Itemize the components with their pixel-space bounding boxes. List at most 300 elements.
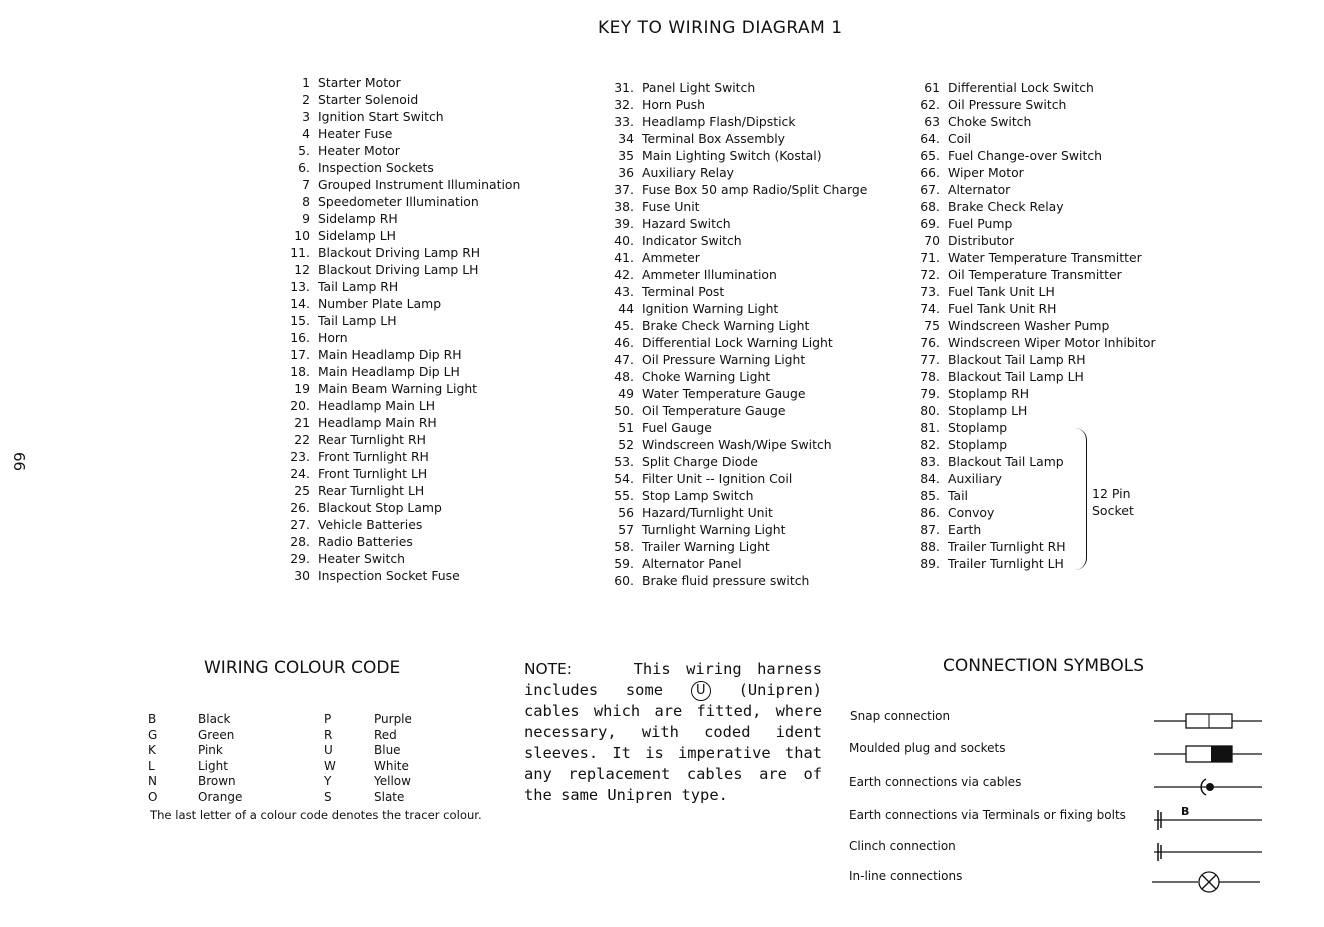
key-item: [286, 397, 520, 414]
key-item-number: 82.: [920, 437, 940, 452]
key-item: [916, 198, 1156, 215]
key-item: [286, 550, 520, 567]
key-item: [610, 198, 867, 215]
key-item-number: 74.: [920, 301, 940, 316]
colour-name: Brown: [198, 774, 236, 788]
key-item-number: 71.: [920, 250, 940, 265]
key-item-number: 70: [924, 233, 940, 248]
key-item-number: 47.: [614, 352, 634, 367]
colour-code-row: [324, 728, 500, 744]
key-item-label: Blackout Stop Lamp: [318, 500, 442, 515]
key-item: [916, 351, 1156, 368]
colour-name: Black: [198, 712, 231, 726]
key-item-label: Stoplamp LH: [948, 403, 1028, 418]
colour-name: Blue: [374, 743, 401, 757]
key-item: [286, 363, 520, 380]
key-item: [610, 572, 867, 589]
key-item-number: 60.: [614, 573, 634, 588]
key-item: [916, 164, 1156, 181]
colour-letter: P: [324, 712, 332, 726]
key-item: [916, 385, 1156, 402]
colour-letter: S: [324, 789, 332, 804]
key-item-number: 2: [302, 92, 310, 107]
key-item-label: Main Beam Warning Light: [318, 381, 478, 396]
key-item: [610, 487, 867, 504]
key-item-label: Trailer Turnlight LH: [948, 556, 1064, 571]
key-item-label: Blackout Tail Lamp: [948, 454, 1064, 469]
key-item: [610, 351, 867, 368]
colour-name: Yellow: [374, 774, 411, 788]
key-item: [610, 249, 867, 266]
colour-letter: W: [324, 758, 336, 773]
key-item: [916, 419, 1156, 436]
key-item-number: 14.: [290, 296, 310, 311]
key-item: [610, 79, 867, 96]
key-item: [286, 261, 520, 278]
key-item-number: 67.: [920, 182, 940, 197]
key-item-label: Heater Switch: [318, 551, 406, 566]
key-item-number: 11.: [290, 245, 310, 260]
colour-letter: L: [148, 758, 155, 773]
key-item-number: 35: [618, 148, 634, 163]
key-item: [286, 295, 520, 312]
key-item-label: Front Turnlight RH: [318, 449, 429, 464]
key-item-number: 59.: [614, 556, 634, 571]
key-item: [286, 193, 520, 210]
key-item-label: Main Headlamp Dip RH: [318, 347, 462, 362]
key-item-number: 56: [618, 505, 634, 520]
key-item-number: 17.: [290, 347, 310, 362]
earth-cables-label: Earth connections via cables: [849, 775, 1022, 789]
key-item-number: 21: [294, 415, 310, 430]
key-item-label: Hazard Switch: [642, 216, 731, 231]
key-item: [916, 368, 1156, 385]
pin-socket-line1: 12 Pin: [1092, 486, 1131, 501]
key-item-label: Coil: [948, 131, 972, 146]
key-item: [610, 538, 867, 555]
colour-code-row: [148, 743, 324, 759]
earth-terminal-mark: B: [1181, 805, 1190, 818]
key-item-number: 30: [294, 568, 310, 583]
colour-letter: R: [324, 727, 333, 742]
key-item-number: 8: [302, 194, 310, 209]
key-item-label: Heater Fuse: [318, 126, 393, 141]
key-item-label: Horn Push: [642, 97, 705, 112]
key-item-number: 76.: [920, 335, 940, 350]
key-item-label: Panel Light Switch: [642, 80, 756, 95]
key-item-label: Stop Lamp Switch: [642, 488, 754, 503]
key-item-label: Starter Solenoid: [318, 92, 419, 107]
key-item-label: Horn: [318, 330, 348, 345]
colour-letter: O: [148, 789, 158, 804]
key-item-label: Filter Unit -- Ignition Coil: [642, 471, 793, 486]
key-item-label: Stoplamp: [948, 437, 1008, 452]
key-item-number: 26.: [290, 500, 310, 515]
key-item-label: Tail Lamp RH: [318, 279, 399, 294]
key-item-number: 52: [618, 437, 634, 452]
key-item-number: 41.: [614, 250, 634, 265]
colour-code-row: [148, 712, 324, 728]
key-item-label: Main Lighting Switch (Kostal): [642, 148, 822, 163]
inline-connection-label: In-line connections: [849, 869, 963, 883]
key-item-number: 63: [924, 114, 940, 129]
key-item: [610, 334, 867, 351]
key-item-number: 69.: [920, 216, 940, 231]
key-item: [610, 317, 867, 334]
earth-terminal-icon: [1150, 806, 1265, 830]
key-item-number: 78.: [920, 369, 940, 384]
key-item: [286, 108, 520, 125]
key-item-label: Distributor: [948, 233, 1015, 248]
key-item-number: 34: [618, 131, 634, 146]
key-item: [916, 249, 1156, 266]
key-item-number: 37.: [614, 182, 634, 197]
snap-connection-label: Snap connection: [850, 709, 951, 723]
key-item-number: 68.: [920, 199, 940, 214]
key-item-number: 64.: [920, 131, 940, 146]
key-item-number: 89.: [920, 556, 940, 571]
colour-letter: G: [148, 727, 158, 742]
page-title: KEY TO WIRING DIAGRAM 1: [598, 18, 843, 38]
key-item: [610, 232, 867, 249]
note-heading: NOTE:: [524, 660, 572, 678]
key-item: [916, 283, 1156, 300]
colour-name: Light: [198, 758, 228, 773]
key-item-number: 33.: [614, 114, 634, 129]
key-item-label: Trailer Turnlight RH: [948, 539, 1066, 554]
key-item-number: 86.: [920, 505, 940, 520]
earth-cable-icon: [1150, 775, 1265, 799]
key-item-number: 22: [294, 432, 310, 447]
key-item-number: 10: [294, 228, 310, 243]
key-item-label: Fuel Change-over Switch: [948, 148, 1102, 163]
pin-socket-label: [1092, 485, 1134, 519]
clinch-connection-label: Clinch connection: [849, 839, 956, 853]
key-item-number: 9: [302, 211, 310, 226]
key-item-label: Headlamp Main LH: [318, 398, 436, 413]
colour-code-row: [148, 759, 324, 775]
key-item: [610, 402, 867, 419]
key-item-label: Ignition Warning Light: [642, 301, 779, 316]
key-item: [610, 436, 867, 453]
key-item: [610, 419, 867, 436]
key-item-label: Convoy: [948, 505, 995, 520]
key-item-label: Blackout Tail Lamp RH: [948, 352, 1086, 367]
wiring-colour-code-title: WIRING COLOUR CODE: [204, 658, 401, 678]
colour-letter: Y: [324, 774, 332, 788]
key-item-number: 87.: [920, 522, 940, 537]
earth-terminals-label: Earth connections via Terminals or fixing bolts: [849, 808, 1126, 822]
key-item-number: 40.: [614, 233, 634, 248]
key-item: [916, 402, 1156, 419]
key-item-label: Windscreen Wash/Wipe Switch: [642, 437, 832, 452]
key-item-label: Alternator: [948, 182, 1011, 197]
key-item-number: 44: [618, 301, 634, 316]
key-item-number: 65.: [920, 148, 940, 163]
key-item: [610, 470, 867, 487]
key-item-label: Number Plate Lamp: [318, 296, 442, 311]
key-item-label: Fuse Box 50 amp Radio/Split Charge: [642, 182, 868, 197]
key-item-label: Front Turnlight LH: [318, 466, 428, 481]
key-item: [610, 96, 867, 113]
key-item-number: 25: [294, 483, 310, 498]
key-item: [286, 448, 520, 465]
key-item-number: 18.: [290, 364, 310, 379]
key-item: [286, 244, 520, 261]
snap-connection-icon: [1150, 710, 1265, 734]
key-item: [286, 278, 520, 295]
key-item-number: 48.: [614, 369, 634, 384]
key-item-number: 81.: [920, 420, 940, 435]
colour-code-row: [324, 743, 500, 759]
key-item: [286, 329, 520, 346]
colour-code-row: [148, 774, 324, 790]
key-item: [286, 567, 520, 584]
key-item: [916, 113, 1156, 130]
key-item-label: Tail Lamp LH: [318, 313, 397, 328]
key-item-label: Brake Check Warning Light: [642, 318, 810, 333]
inline-connection-icon: [1150, 869, 1265, 895]
key-item-label: Stoplamp RH: [948, 386, 1030, 401]
key-item: [286, 159, 520, 176]
key-item-number: 29.: [290, 551, 310, 566]
colour-code-row: [148, 790, 324, 806]
key-item-number: 50.: [614, 403, 634, 418]
key-item-number: 3: [302, 109, 310, 124]
key-item-number: 38.: [614, 199, 634, 214]
unipren-symbol-icon: U: [691, 681, 711, 701]
key-item-label: Inspection Sockets: [318, 160, 434, 175]
key-item: [916, 130, 1156, 147]
key-item-number: 32.: [614, 97, 634, 112]
key-item: [286, 482, 520, 499]
key-item-label: Water Temperature Gauge: [642, 386, 806, 401]
key-item: [610, 300, 867, 317]
key-item-number: 23.: [290, 449, 310, 464]
key-item: [610, 521, 867, 538]
key-item-label: Fuel Tank Unit LH: [948, 284, 1055, 299]
key-item-number: 6.: [298, 160, 310, 175]
key-item-label: Blackout Driving Lamp RH: [318, 245, 481, 260]
key-item-number: 20.: [290, 398, 310, 413]
key-item-number: 19: [294, 381, 310, 396]
key-item-label: Sidelamp RH: [318, 211, 398, 226]
key-item-label: Fuel Gauge: [642, 420, 712, 435]
key-item: [610, 266, 867, 283]
key-item-label: Oil Pressure Warning Light: [642, 352, 806, 367]
key-item: [610, 283, 867, 300]
key-item: [286, 142, 520, 159]
colour-code-row: [148, 728, 324, 744]
key-item-label: Split Charge Diode: [642, 454, 758, 469]
colour-letter: U: [324, 743, 333, 757]
key-item-label: Choke Switch: [948, 114, 1032, 129]
colour-name: Slate: [374, 789, 405, 804]
key-item-label: Terminal Box Assembly: [642, 131, 785, 146]
key-item-label: Windscreen Wiper Motor Inhibitor: [948, 335, 1156, 350]
key-item: [286, 516, 520, 533]
key-item-label: Headlamp Flash/Dipstick: [642, 114, 796, 129]
key-item: [286, 227, 520, 244]
key-item-number: 5.: [298, 143, 310, 158]
key-item-number: 46.: [614, 335, 634, 350]
key-item-number: 85.: [920, 488, 940, 503]
key-item: [916, 317, 1156, 334]
key-item-label: Heater Motor: [318, 143, 400, 158]
key-item-label: Trailer Warning Light: [642, 539, 770, 554]
key-item: [610, 504, 867, 521]
key-item-number: 53.: [614, 454, 634, 469]
key-item-label: Ammeter Illumination: [642, 267, 777, 282]
key-item-number: 51: [618, 420, 634, 435]
key-item: [286, 380, 520, 397]
key-item: [916, 147, 1156, 164]
key-item-label: Brake fluid pressure switch: [642, 573, 810, 588]
key-item-number: 15.: [290, 313, 310, 328]
key-item: [916, 300, 1156, 317]
key-item-number: 16.: [290, 330, 310, 345]
key-item: [286, 312, 520, 329]
key-item-number: 39.: [614, 216, 634, 231]
colour-name: Purple: [374, 712, 412, 726]
key-item: [916, 436, 1156, 453]
key-item-label: Radio Batteries: [318, 534, 413, 549]
key-item-number: 84.: [920, 471, 940, 486]
colour-code-row: [324, 759, 500, 775]
key-item-number: 77.: [920, 352, 940, 367]
key-item-label: Tail: [948, 488, 968, 503]
colour-name: White: [374, 758, 409, 773]
key-item: [286, 431, 520, 448]
pin-socket-brace: [1072, 428, 1087, 570]
key-item: [916, 521, 1156, 538]
colour-letter: B: [148, 712, 157, 726]
key-item-label: Auxiliary: [948, 471, 1003, 486]
key-item-number: 45.: [614, 318, 634, 333]
colour-name: Red: [374, 727, 397, 742]
key-item-label: Turnlight Warning Light: [642, 522, 786, 537]
key-item-number: 58.: [614, 539, 634, 554]
key-item: [610, 555, 867, 572]
key-item-label: Ammeter: [642, 250, 700, 265]
key-item-number: 13.: [290, 279, 310, 294]
key-item: [286, 176, 520, 193]
key-item-label: Blackout Driving Lamp LH: [318, 262, 479, 277]
key-item: [286, 210, 520, 227]
key-item-label: Starter Motor: [318, 75, 401, 90]
key-item-label: Main Headlamp Dip LH: [318, 364, 460, 379]
key-item: [286, 125, 520, 142]
key-item: [916, 453, 1156, 470]
key-item-label: Wiper Motor: [948, 165, 1024, 180]
key-item-number: 27.: [290, 517, 310, 532]
key-item-label: Earth: [948, 522, 982, 537]
key-item-number: 36: [618, 165, 634, 180]
key-item: [610, 181, 867, 198]
key-column-1: [286, 74, 520, 584]
key-item: [916, 266, 1156, 283]
key-item-number: 1: [302, 75, 310, 90]
note-text-1: This wiring harness includes some: [524, 660, 822, 699]
key-item-label: Differential Lock Switch: [948, 80, 1094, 95]
key-item-label: Water Temperature Transmitter: [948, 250, 1142, 265]
key-item-label: Choke Warning Light: [642, 369, 771, 384]
key-item-label: Rear Turnlight LH: [318, 483, 425, 498]
key-item-label: Grouped Instrument Illumination: [318, 177, 521, 192]
key-item-label: Ignition Start Switch: [318, 109, 444, 124]
colour-code-row: [324, 790, 500, 806]
key-item-number: 42.: [614, 267, 634, 282]
key-item-label: Alternator Panel: [642, 556, 742, 571]
key-item-number: 88.: [920, 539, 940, 554]
key-item-label: Windscreen Washer Pump: [948, 318, 1110, 333]
key-item-label: Brake Check Relay: [948, 199, 1064, 214]
key-item-label: Speedometer Illumination: [318, 194, 479, 209]
key-item: [286, 533, 520, 550]
key-item-label: Oil Temperature Gauge: [642, 403, 786, 418]
colour-letter: N: [148, 774, 157, 788]
unipren-note: [524, 659, 822, 806]
key-item-label: Fuel Pump: [948, 216, 1013, 231]
key-item-label: Stoplamp: [948, 420, 1008, 435]
key-item: [916, 555, 1156, 572]
key-item-number: 31.: [614, 80, 634, 95]
key-item-number: 79.: [920, 386, 940, 401]
key-item-number: 12: [294, 262, 310, 277]
key-item: [286, 346, 520, 363]
key-item-number: 62.: [920, 97, 940, 112]
moulded-plug-label: Moulded plug and sockets: [849, 741, 1006, 755]
key-item-number: 49: [618, 386, 634, 401]
key-item-label: Indicator Switch: [642, 233, 742, 248]
key-item-label: Hazard/Turnlight Unit: [642, 505, 773, 520]
key-item: [916, 96, 1156, 113]
page-number: 66: [10, 452, 28, 472]
note-text-2: (Unipren) cables which are fitted, where necessary, with coded ident sleeves. It is imperative that any replacement cables are of the same Unipren type.: [524, 681, 822, 804]
key-item-number: 4: [302, 126, 310, 141]
key-item-label: Vehicle Batteries: [318, 517, 423, 532]
key-item-label: Headlamp Main RH: [318, 415, 437, 430]
key-item-number: 73.: [920, 284, 940, 299]
key-item-label: Inspection Socket Fuse: [318, 568, 460, 583]
key-item-number: 7: [302, 177, 310, 192]
colour-letter: K: [148, 743, 156, 757]
moulded-plug-icon: [1150, 742, 1265, 766]
clinch-connection-icon: [1150, 840, 1265, 864]
key-item: [610, 453, 867, 470]
key-item: [286, 91, 520, 108]
key-item: [916, 215, 1156, 232]
colour-code-row: [324, 774, 500, 790]
key-item-label: Rear Turnlight RH: [318, 432, 426, 447]
key-item: [610, 130, 867, 147]
key-item: [610, 368, 867, 385]
key-item: [916, 334, 1156, 351]
colour-name: Green: [198, 727, 235, 742]
key-item-label: Differential Lock Warning Light: [642, 335, 833, 350]
colour-name: Pink: [198, 743, 223, 757]
key-item: [286, 465, 520, 482]
key-item-label: Fuel Tank Unit RH: [948, 301, 1057, 316]
key-item: [916, 79, 1156, 96]
key-item-number: 57: [618, 522, 634, 537]
key-item: [610, 215, 867, 232]
key-item-number: 24.: [290, 466, 310, 481]
key-item: [286, 499, 520, 516]
key-item-label: Blackout Tail Lamp LH: [948, 369, 1084, 384]
key-item-label: Oil Pressure Switch: [948, 97, 1067, 112]
key-item-label: Auxiliary Relay: [642, 165, 734, 180]
